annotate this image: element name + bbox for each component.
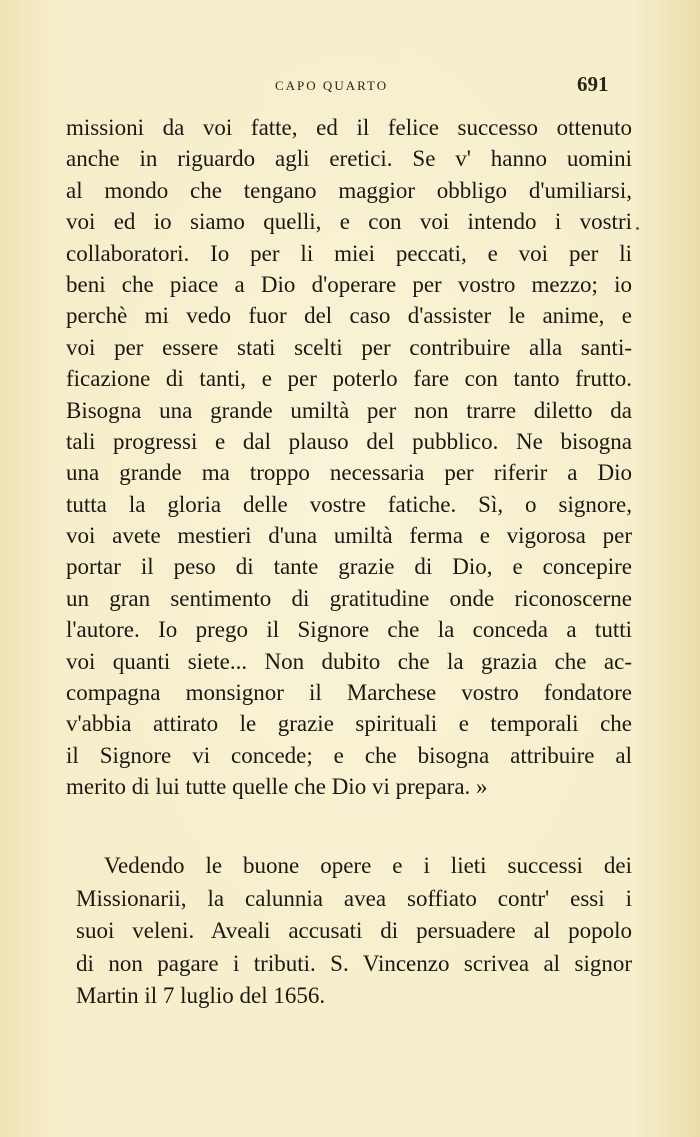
text-line: al mondo che tengano maggior obbligo d'umiliarsi,	[66, 177, 632, 203]
text-line: anche in riguardo agli eretici. Se v' hanno uomini	[66, 146, 632, 172]
text-line: beni che piace a Dio d'operare per vostro mezzo; io	[66, 271, 632, 297]
text-line: voi per essere stati scelti per contribuire alla santi-	[66, 334, 632, 360]
paragraph-letter-quote	[66, 112, 632, 803]
text-line: missioni da voi fatte, ed il felice successo ottenuto	[66, 115, 632, 140]
text-line: l'autore. Io prego il Signore che la conceda a tutti	[66, 617, 632, 643]
text-line: di non pagare i tributi. S. Vincenzo scrivea al signor	[76, 950, 632, 976]
text-line: un gran sentimento di gratitudine onde riconoscerne	[66, 585, 632, 611]
text-line: voi avete mestieri d'una umiltà ferma e vigorosa per	[66, 523, 632, 549]
print-speck	[636, 227, 639, 230]
text-line: portar il peso di tante grazie di Dio, e concepire	[66, 554, 632, 580]
text-line: Vedendo le buone opere e i lieti successi dei	[104, 853, 632, 878]
paragraph-narrative	[76, 850, 632, 1013]
text-line: ficazione di tanti, e per poterlo fare con tanto frutto.	[66, 366, 632, 392]
text-line: Bisogna una grande umiltà per non trarre diletto da	[66, 397, 632, 423]
text-line: compagna monsignor il Marchese vostro fondatore	[66, 680, 632, 706]
text-line: collaboratori. Io per li miei peccati, e voi per li	[66, 240, 632, 266]
page-number: 691	[577, 72, 609, 96]
text-line: voi ed io siamo quelli, e con voi intendo i vostri	[66, 209, 632, 235]
text-line: il Signore vi concede; e che bisogna attribuire al	[66, 742, 632, 768]
text-line: tali progressi e dal plauso del pubblico. Ne bisogna	[66, 428, 632, 454]
text-line: una grande ma troppo necessaria per riferir a Dio	[66, 460, 632, 486]
page-header	[0, 72, 700, 102]
text-line: Missionarii, la calunnia avea soffiato contr' essi i	[76, 885, 632, 911]
running-title: CAPO QUARTO	[275, 78, 389, 93]
text-line: Martin il 7 luglio del 1656.	[76, 983, 326, 1009]
text-line: voi quanti siete... Non dubito che la grazia che ac-	[66, 648, 632, 674]
text-line: v'abbia attirato le grazie spirituali e temporali che	[66, 711, 632, 737]
text-line: merito di lui tutte quelle che Dio vi prepara. »	[66, 774, 488, 800]
text-line: perchè mi vedo fuor del caso d'assister le anime, e	[66, 303, 632, 329]
text-line: suoi veleni. Aveali accusati di persuadere al popolo	[76, 918, 632, 944]
text-line: tutta la gloria delle vostre fatiche. Sì, o signore,	[66, 491, 632, 517]
